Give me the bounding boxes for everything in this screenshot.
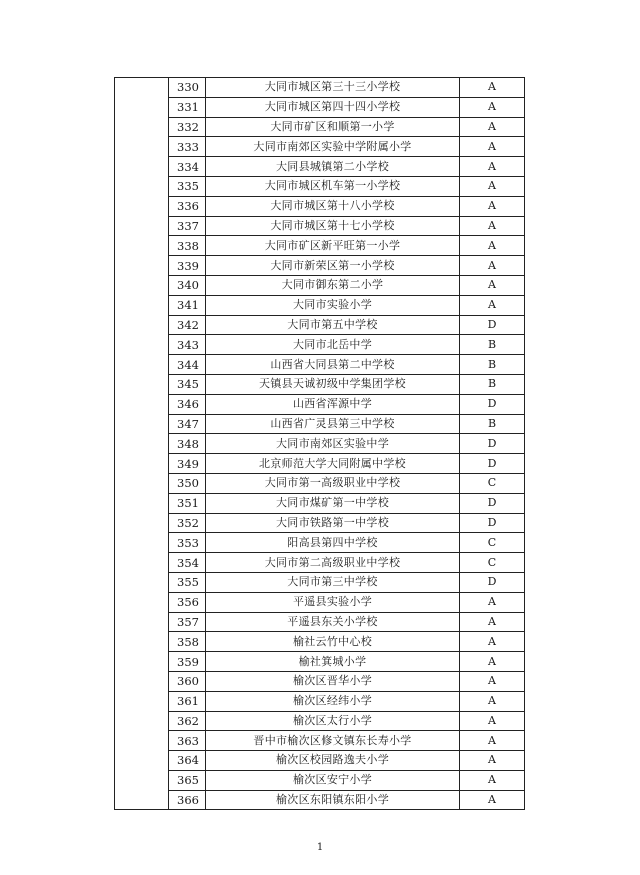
row-number: 343 [169,335,206,355]
school-name: 榆次区校园路逸夫小学 [206,751,460,771]
grade-value: A [460,612,525,632]
row-number: 363 [169,731,206,751]
page-number: 1 [316,842,324,853]
table-row [115,513,525,533]
school-name: 大同市南郊区实验中学 [206,434,460,454]
school-name: 山西省广灵县第三中学校 [206,414,460,434]
school-name: 榆次区晋华小学 [206,671,460,691]
table-row [115,394,525,414]
school-name: 大同市御东第二小学 [206,275,460,295]
row-number: 357 [169,612,206,632]
row-number: 351 [169,493,206,513]
grade-value: A [460,256,525,276]
grade-value: D [460,454,525,474]
row-number: 361 [169,691,206,711]
table-row [115,157,525,177]
grade-value: C [460,473,525,493]
table-row [115,751,525,771]
grade-value: C [460,553,525,573]
grade-value: A [460,652,525,672]
school-name: 大同市铁路第一中学校 [206,513,460,533]
school-name: 大同市煤矿第一中学校 [206,493,460,513]
school-name: 北京师范大学大同附属中学校 [206,454,460,474]
table-row [115,176,525,196]
grade-value: A [460,196,525,216]
school-grade-table [114,77,525,810]
row-number: 340 [169,275,206,295]
school-name: 榆次区经纬小学 [206,691,460,711]
school-name: 榆次区安宁小学 [206,770,460,790]
table-row [115,770,525,790]
grade-value: A [460,295,525,315]
grade-value: A [460,751,525,771]
row-number: 335 [169,176,206,196]
school-name: 天镇县天诚初级中学集团学校 [206,374,460,394]
row-number: 356 [169,592,206,612]
grade-value: A [460,711,525,731]
grade-value: A [460,78,525,98]
table-row [115,632,525,652]
school-name: 平遥县东关小学校 [206,612,460,632]
table-row [115,553,525,573]
grade-value: A [460,790,525,810]
school-name: 榆社云竹中心校 [206,632,460,652]
row-number: 330 [169,78,206,98]
school-name: 大同市第三中学校 [206,572,460,592]
table-row [115,275,525,295]
row-number: 346 [169,394,206,414]
grade-value: A [460,671,525,691]
school-name: 大同市新荣区第一小学校 [206,256,460,276]
school-name: 山西省浑源中学 [206,394,460,414]
grade-value: A [460,691,525,711]
row-number: 365 [169,770,206,790]
table-row [115,97,525,117]
grade-value: D [460,513,525,533]
school-name: 阳高县第四中学校 [206,533,460,553]
grade-value: D [460,434,525,454]
table-row [115,315,525,335]
school-name: 山西省大同县第二中学校 [206,355,460,375]
grade-value: B [460,374,525,394]
table-row [115,592,525,612]
grade-value: A [460,632,525,652]
row-number: 362 [169,711,206,731]
row-number: 342 [169,315,206,335]
table-row [115,731,525,751]
row-number: 344 [169,355,206,375]
school-name: 大同市城区第四十四小学校 [206,97,460,117]
row-number: 352 [169,513,206,533]
row-number: 355 [169,572,206,592]
grade-value: B [460,414,525,434]
table-row [115,137,525,157]
table-row [115,216,525,236]
grade-value: D [460,394,525,414]
table-row [115,612,525,632]
school-name: 大同市第一高级职业中学校 [206,473,460,493]
row-number: 341 [169,295,206,315]
grade-value: A [460,275,525,295]
school-name: 晋中市榆次区修文镇东长寿小学 [206,731,460,751]
school-name: 大同市矿区新平旺第一小学 [206,236,460,256]
school-name: 大同市第二高级职业中学校 [206,553,460,573]
grade-value: A [460,592,525,612]
grade-value: A [460,137,525,157]
table-row [115,414,525,434]
grade-value: D [460,315,525,335]
row-number: 347 [169,414,206,434]
row-number: 366 [169,790,206,810]
table-row [115,572,525,592]
row-number: 331 [169,97,206,117]
category-cell [115,78,169,810]
row-number: 334 [169,157,206,177]
grade-value: D [460,572,525,592]
row-number: 339 [169,256,206,276]
row-number: 364 [169,751,206,771]
table-row [115,790,525,810]
table-row [115,671,525,691]
grade-value: A [460,157,525,177]
row-number: 338 [169,236,206,256]
row-number: 348 [169,434,206,454]
school-name: 榆社箕城小学 [206,652,460,672]
table-row [115,117,525,137]
school-name: 榆次区东阳镇东阳小学 [206,790,460,810]
row-number: 359 [169,652,206,672]
table-body [115,78,525,810]
school-name: 大同市城区机车第一小学校 [206,176,460,196]
row-number: 337 [169,216,206,236]
grade-value: A [460,216,525,236]
grade-value: A [460,731,525,751]
row-number: 353 [169,533,206,553]
school-name: 榆次区太行小学 [206,711,460,731]
school-name: 平遥县实验小学 [206,592,460,612]
table-row [115,374,525,394]
grade-value: B [460,335,525,355]
table-row [115,434,525,454]
grade-value: C [460,533,525,553]
row-number: 360 [169,671,206,691]
table-row [115,691,525,711]
table-row [115,711,525,731]
row-number: 333 [169,137,206,157]
grade-value: A [460,176,525,196]
school-name: 大同市实验小学 [206,295,460,315]
grade-value: B [460,355,525,375]
grade-value: D [460,493,525,513]
table-row [115,236,525,256]
school-name: 大同市城区第三十三小学校 [206,78,460,98]
grade-value: A [460,117,525,137]
table-row [115,493,525,513]
table-row [115,295,525,315]
table-row [115,335,525,355]
row-number: 350 [169,473,206,493]
school-name: 大同市城区第十八小学校 [206,196,460,216]
school-name: 大同市城区第十七小学校 [206,216,460,236]
school-name: 大同市矿区和顺第一小学 [206,117,460,137]
table-row [115,454,525,474]
table-row [115,652,525,672]
table-row [115,256,525,276]
row-number: 349 [169,454,206,474]
school-name: 大同市第五中学校 [206,315,460,335]
school-name: 大同市南郊区实验中学附属小学 [206,137,460,157]
grade-value: A [460,770,525,790]
table-row [115,533,525,553]
table-row [115,196,525,216]
school-name: 大同市北岳中学 [206,335,460,355]
row-number: 336 [169,196,206,216]
table-row [115,78,525,98]
school-name: 大同县城镇第二小学校 [206,157,460,177]
row-number: 345 [169,374,206,394]
table-row [115,473,525,493]
row-number: 332 [169,117,206,137]
table-row [115,355,525,375]
row-number: 358 [169,632,206,652]
row-number: 354 [169,553,206,573]
grade-value: A [460,97,525,117]
grade-value: A [460,236,525,256]
